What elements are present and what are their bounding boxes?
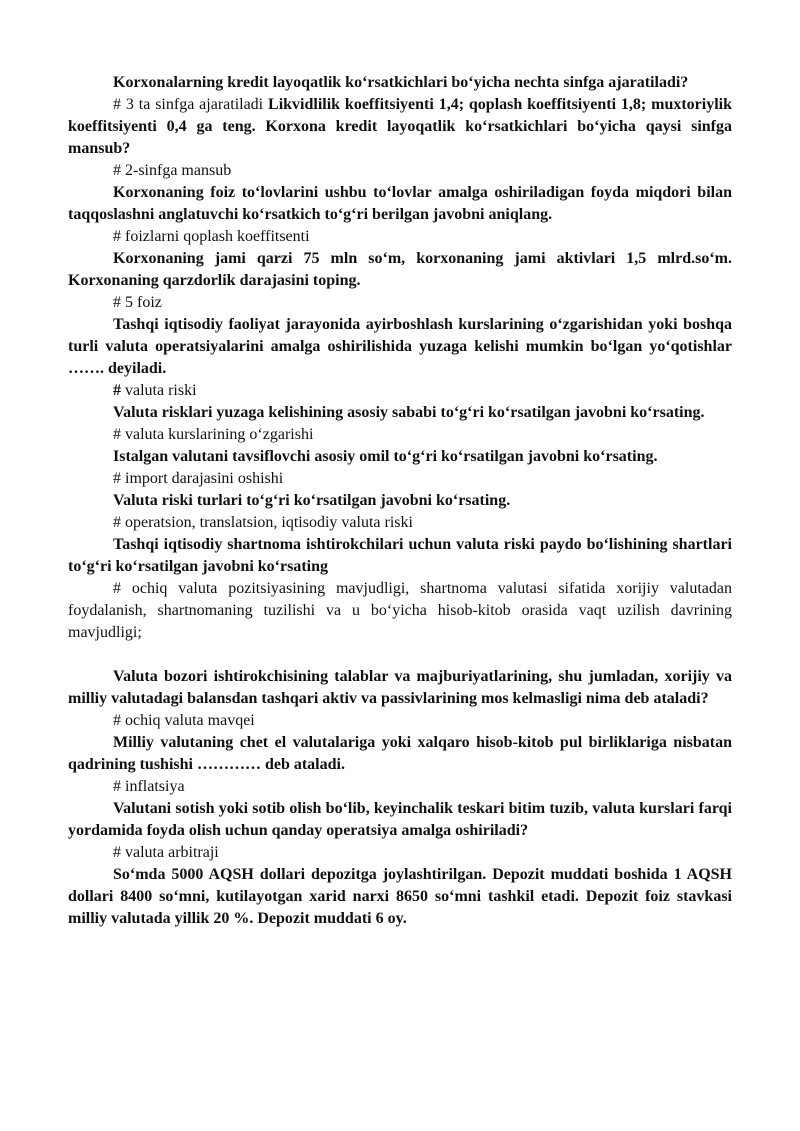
answer-text: # foizlarni qoplash koeffitsenti bbox=[113, 228, 310, 245]
answer-text: # import darajasini oshishi bbox=[113, 470, 284, 487]
question-text: Valuta riski turlari to‘g‘ri ko‘rsatilgan javobni ko‘rsating. bbox=[113, 492, 511, 509]
question-text: Valuta risklari yuzaga kelishining asosiy sababi to‘g‘ri ko‘rsatilgan javobni ko‘rsating. bbox=[113, 404, 705, 421]
answer-text: # 3 ta sinfga ajaratiladi bbox=[113, 96, 269, 113]
answer-text: # valuta arbitraji bbox=[113, 844, 219, 861]
answer-paragraph bbox=[68, 380, 732, 402]
answer-text: # 5 foiz bbox=[113, 294, 162, 311]
answer-text: # valuta kurslarining o‘zgarishi bbox=[113, 426, 314, 443]
blank-line bbox=[68, 644, 732, 666]
question-text: So‘mda 5000 AQSH dollari depozitga joylashtirilgan. Depozit muddati boshida 1 AQSH dollari 8400 so‘mni, kutilayotgan xarid narxi 8650 so‘mni tashkil etadi. Depozit foiz stavkasi milliy valutada yillik 20 %. Depozit muddati 6 oy. bbox=[68, 866, 732, 927]
answer-text: # operatsion, translatsion, iqtisodiy valuta riski bbox=[113, 514, 413, 531]
question-text: Valuta bozori ishtirokchisining talablar va majburiyatlarining, shu jumladan, xorijiy va milliy valutadagi balansdan tashqari aktiv va passivlarining mos kelmasligi nima deb ataladi? bbox=[68, 668, 732, 707]
question-text: Tashqi iqtisodiy faoliyat jarayonida ayirboshlash kurslarining o‘zgarishidan yoki boshqa turli valuta operatsiyalarini amalga oshirilishida yuzaga kelishi mumkin bo‘lgan yo‘qotishlar ……. deyiladi. bbox=[68, 316, 732, 377]
question-text: Valutani sotish yoki sotib olish bo‘lib, keyinchalik teskari bitim tuzib, valuta kurslari farqi yordamida foyda olish uchun qanday operatsiya amalga oshiriladi? bbox=[68, 800, 732, 839]
question-text: Milliy valutaning chet el valutalariga yoki xalqaro hisob-kitob pul birliklariga nisbatan qadrining tushishi ………… deb ataladi. bbox=[68, 734, 732, 773]
answer-text: # ochiq valuta pozitsiyasining mavjudligi, shartnoma valutasi sifatida xorijiy valutadan foydalanish, shartnomaning tuzilishi va u bo‘yicha hisob-kitob orasida vaqt uzilish davrining mavjudligi; bbox=[68, 580, 732, 641]
question-text: Korxonaning jami qarzi 75 mln so‘m, korxonaning jami aktivlari 1,5 mlrd.so‘m. Korxonaning qarzdorlik darajasini toping. bbox=[68, 250, 732, 289]
answer-text: # ochiq valuta mavqei bbox=[113, 712, 255, 729]
answer-text: # 2-sinfga mansub bbox=[113, 162, 232, 179]
answer-text: valuta riski bbox=[121, 382, 197, 399]
question-text: Korxonalarning kredit layoqatlik ko‘rsatkichlari bo‘yicha nechta sinfga ajaratiladi? bbox=[113, 74, 689, 91]
question-text: Istalgan valutani tavsiflovchi asosiy omil to‘g‘ri ko‘rsatilgan javobni ko‘rsating. bbox=[113, 448, 658, 465]
question-text: Korxonaning foiz to‘lovlarini ushbu to‘lovlar amalga oshiriladigan foyda miqdori bilan taqqoslashni anglatuvchi ko‘rsatkich to‘g‘ri berilgan javobni aniqlang. bbox=[68, 184, 732, 223]
question-text: Likvidlilik koeffitsiyenti 1,4; qoplash koeffitsiyenti 1,8; muxtoriylik koeffitsiyenti 0,4 ga teng. Korxona kredit layoqatlik ko‘rsatkichlari bo‘yicha qaysi sinfga mansub? bbox=[68, 96, 733, 157]
question-text: Tashqi iqtisodiy shartnoma ishtirokchilari uchun valuta riski paydo bo‘lishining shartlari to‘g‘ri ko‘rsatilgan javobni ko‘rsating bbox=[68, 536, 732, 575]
answer-and-question bbox=[68, 94, 732, 160]
answer-text: # inflatsiya bbox=[113, 778, 185, 795]
answer-marker: # bbox=[113, 382, 121, 399]
